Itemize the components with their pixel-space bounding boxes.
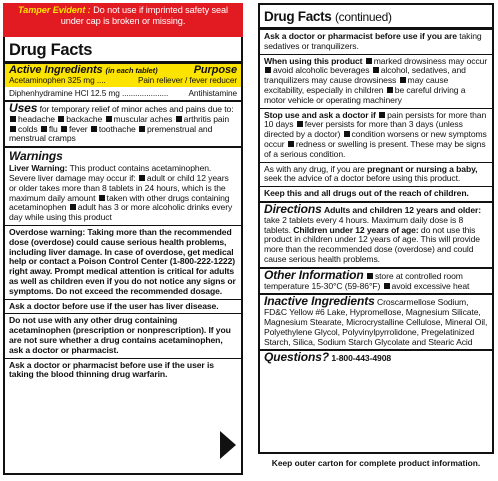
directions-adults-bold: Adults and children 12 years and older:	[323, 204, 482, 215]
stop-use-item: condition worsens or new symptoms occur	[264, 129, 487, 149]
liver-item: taken with other drugs containing acetaminophen	[9, 192, 230, 213]
uses-item: arthritis pain	[183, 113, 230, 124]
liver-warning-text: This product contains acetaminophen. Severe liver damage may occur if:	[9, 163, 212, 183]
pregnant-warning	[264, 163, 488, 185]
right-title-continued: (continued)	[334, 10, 392, 24]
when-using-item: be careful driving a motor vehicle or operating machinery	[264, 84, 466, 105]
square-bullet-icon	[10, 126, 16, 132]
pregnant-bold: pregnant or nursing a baby,	[367, 163, 478, 174]
ingredient-purpose: Antihistamine	[188, 88, 237, 98]
square-bullet-icon	[366, 58, 372, 64]
other-information-heading: Other Information	[264, 267, 364, 282]
when-using-bold: When using this product	[264, 55, 363, 66]
active-ingredients-section	[5, 64, 241, 87]
uses-item: backache	[66, 113, 103, 124]
stop-use-item: redness or swelling is present. These may be signs of a serious condition.	[264, 138, 486, 159]
right-title: Drug Facts	[264, 9, 332, 24]
other-information-section	[264, 269, 488, 292]
liver-item: adult or child 12 years or older takes more than 8 tablets in 24 hours, which is the maximum daily amount	[9, 172, 229, 203]
drug-facts-continued-title	[264, 5, 488, 26]
stop-use-item: pain persists for more than 10 days	[264, 109, 487, 130]
square-bullet-icon	[91, 126, 97, 132]
tamper-label: Tamper Evident :	[18, 5, 91, 15]
warnings-heading: Warnings	[9, 149, 63, 164]
continue-arrow-icon	[220, 431, 236, 459]
directions-section	[264, 203, 488, 265]
square-bullet-icon	[139, 175, 145, 181]
ask-sedatives-bold: Ask a doctor or pharmacist before use if you are	[264, 31, 457, 41]
square-bullet-icon	[58, 116, 64, 122]
pregnant-post: seek the advice of a doctor before using this product.	[264, 173, 461, 184]
square-bullet-icon	[367, 273, 373, 279]
square-bullet-icon	[373, 67, 379, 73]
right-panel	[258, 3, 494, 454]
keep-out-of-reach: Keep this and all drugs out of the reach of children.	[264, 188, 469, 199]
square-bullet-icon	[176, 116, 182, 122]
overdose-warning: Overdose warning: Taking more than the recommended dose (overdose) could cause serious health problems, including liver damage. In case of overdose, get medical help or contact a Poison Control Center (1-800-222-1222) right away. Prompt medical attention is critical for adults as well as children even if you do not notice any signs or symptoms. Do not exceed the recommended dosage.	[9, 226, 236, 296]
when-using-item: may cause excitability, especially in children	[264, 75, 449, 95]
uses-heading: Uses	[9, 101, 38, 115]
uses-item: headache	[18, 113, 55, 124]
left-panel	[3, 3, 243, 475]
when-using-item: alcohol, sedatives, and tranquilizers may cause drowsiness	[264, 65, 466, 86]
ask-doctor-liver: Ask a doctor before use if the user has liver disease.	[9, 300, 219, 311]
inactive-ingredients-text: Croscarmellose Sodium, FD&C Yellow #6 Lake, Hypromellose, Magnesium Silicate, Magnesium Stearate, Microcrystalline Cellulose, Mineral Oil, Polyethylene Glycol, Polyvinylpyrrolidone, Pregelatinized Starch, Silica, Sodium Starch Glycolate and Stearic Acid	[264, 297, 488, 347]
square-bullet-icon	[384, 283, 390, 289]
uses-item: premenstrual and menstrual cramps	[9, 123, 213, 144]
when-using-item: avoid alcoholic beverages	[273, 65, 370, 76]
ingredient-row	[9, 76, 237, 85]
active-ingredients-note: (in each tablet)	[105, 66, 158, 75]
uses-item: muscular aches	[113, 113, 173, 124]
other-item: store at controlled room temperature 15-30°C (59-86°F)	[264, 270, 463, 291]
uses-item: colds	[18, 123, 38, 134]
questions-section	[264, 351, 488, 364]
pregnant-pre: As with any drug, if you are	[264, 163, 365, 174]
stop-use-bold: Stop use and ask a doctor if	[264, 109, 376, 120]
ingredient-name: Acetaminophen 325 mg ....	[9, 74, 106, 85]
square-bullet-icon	[139, 126, 145, 132]
ask-sedatives	[264, 30, 488, 52]
ask-sedatives-text: taking sedatives or tranquilizers.	[264, 31, 482, 51]
ingredient-name: Diphenhydramine HCl 12.5 mg .....................	[9, 88, 169, 98]
square-bullet-icon	[288, 141, 294, 147]
uses-item: toothache	[98, 123, 136, 134]
square-bullet-icon	[400, 77, 406, 83]
square-bullet-icon	[344, 131, 350, 137]
square-bullet-icon	[70, 204, 76, 210]
ask-doctor-warfarin: Ask a doctor or pharmacist before use if the user is taking the blood thinning drug warfarin.	[9, 359, 214, 380]
uses-section	[9, 102, 237, 144]
square-bullet-icon	[41, 126, 47, 132]
tamper-evident-band	[3, 3, 243, 37]
directions-children-bold: Children under 12 years of age:	[293, 224, 419, 235]
when-using-item: marked drowsiness may occur	[373, 55, 488, 66]
liver-warning-label: Liver Warning:	[9, 163, 68, 174]
questions-phone: 1-800-443-4908	[331, 353, 392, 364]
inactive-ingredients-section	[264, 295, 488, 347]
do-not-use-warning: Do not use with any other drug containing acetaminophen (prescription or nonprescription). If you are not sure whether a drug contains acetaminophen, ask a doctor or pharmacist.	[9, 315, 231, 355]
square-bullet-icon	[61, 126, 67, 132]
tamper-text: Do not use if imprinted safety seal under cap is broken or missing.	[60, 5, 228, 26]
footer-note: Keep outer carton for complete product information.	[271, 458, 481, 468]
ingredient-row	[9, 87, 237, 98]
uses-intro: for temporary relief of minor aches and pains due to:	[39, 104, 234, 114]
square-bullet-icon	[297, 121, 303, 127]
questions-heading: Questions?	[264, 350, 330, 365]
square-bullet-icon	[387, 87, 393, 93]
square-bullet-icon	[379, 112, 385, 118]
square-bullet-icon	[99, 195, 105, 201]
square-bullet-icon	[265, 67, 271, 73]
other-item: avoid excessive heat	[391, 280, 470, 291]
stop-use-item: fever persists for more than 3 days (unless directed by a doctor)	[264, 119, 463, 140]
active-ingredients-heading: Active Ingredients	[9, 64, 103, 76]
warnings-section	[9, 148, 237, 223]
stop-use-section	[264, 109, 488, 160]
square-bullet-icon	[10, 116, 16, 122]
directions-heading: Directions	[264, 201, 322, 216]
uses-item: fever	[68, 123, 88, 134]
directions-children-text: do not use this product in children under 12 years of age. This will provide more than the recommended dose (overdose) and could cause serious health problems.	[264, 224, 480, 264]
ingredient-purpose: Pain reliever / fever reducer	[137, 74, 237, 85]
square-bullet-icon	[106, 116, 112, 122]
drug-facts-box	[3, 37, 243, 475]
uses-item: flu	[48, 123, 58, 134]
drug-facts-title: Drug Facts	[9, 41, 93, 59]
purpose-heading: Purpose	[193, 64, 237, 76]
when-using-section	[264, 55, 488, 106]
liver-item: adult has 3 or more alcoholic drinks every day while using this product	[9, 202, 233, 223]
inactive-ingredients-heading: Inactive Ingredients	[264, 294, 375, 309]
directions-adults-text: take 2 tablets every 4 hours. Maximum daily dose is 8 tablets.	[264, 214, 464, 235]
